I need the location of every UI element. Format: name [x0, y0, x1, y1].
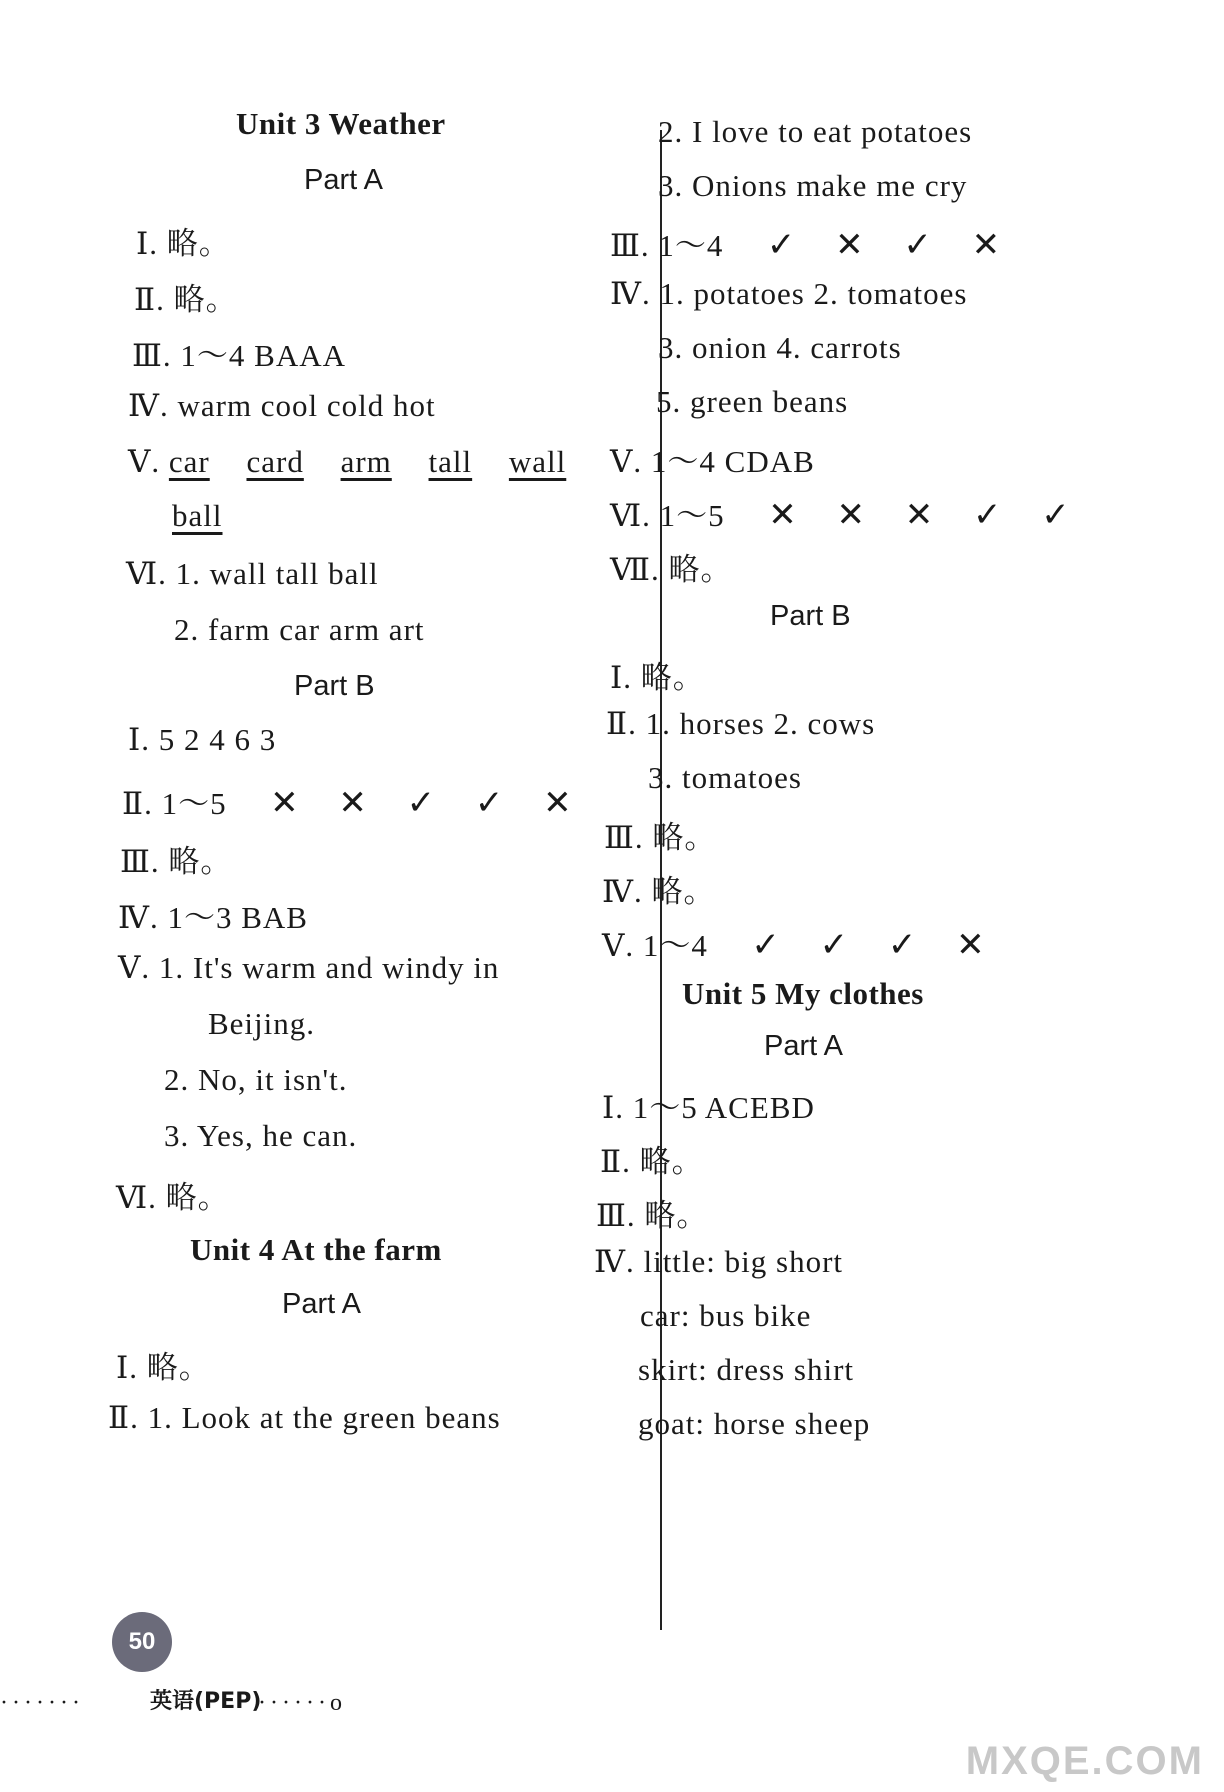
u3a-word: arm — [340, 444, 392, 479]
u4b-item-iii: Ⅲ. 略。 — [604, 820, 717, 855]
u4a-item-vi-number: Ⅵ. 1～5 — [610, 498, 725, 533]
u3a-item-iii: Ⅲ. 1～4 BAAA — [132, 338, 346, 373]
mark-icon: ✕ — [270, 783, 300, 823]
u4a-item-vii: Ⅶ. 略。 — [610, 552, 733, 587]
u4b-item-ii-1: Ⅱ. 1. horses 2. cows — [606, 706, 876, 741]
u3b-item-v-1-cont: Beijing. — [208, 1006, 316, 1041]
page-number-badge: 50 — [112, 1612, 172, 1672]
u3a-item-v-number: Ⅴ. — [128, 444, 161, 479]
u3a-item-vi-2: 2. farm car arm art — [174, 612, 425, 647]
u4a-item-ii-1: Ⅱ. 1. Look at the green beans — [108, 1400, 501, 1435]
watermark-logo: MXQE.COM — [965, 1739, 1204, 1783]
unit5-part-a-heading: Part A — [764, 1030, 843, 1062]
u3a-item-v — [128, 444, 566, 480]
u4a-item-v: Ⅴ. 1～4 CDAB — [610, 444, 815, 479]
mark-icon: ✕ — [836, 495, 866, 535]
u3b-item-v-2: 2. No, it isn't. — [164, 1062, 348, 1097]
mark-icon: ✕ — [338, 783, 368, 823]
footer-dots-right: ······o — [258, 1690, 346, 1716]
u5a-item-iii: Ⅲ. 略。 — [596, 1198, 709, 1233]
u3b-item-i: Ⅰ. 5 2 4 6 3 — [128, 722, 277, 757]
u4a-item-iii-number: Ⅲ. 1～4 — [610, 228, 724, 263]
u5a-item-iv-3: skirt: dress shirt — [638, 1352, 855, 1387]
unit4-title: Unit 4 At the farm — [190, 1232, 442, 1267]
u4a-item-ii-2: 2. I love to eat potatoes — [658, 114, 973, 149]
u3b-item-v-3: 3. Yes, he can. — [164, 1118, 358, 1153]
u3a-item-i: Ⅰ. 略。 — [136, 226, 231, 261]
u5a-item-ii: Ⅱ. 略。 — [600, 1144, 704, 1179]
mark-icon: ✓ — [1041, 495, 1071, 535]
mark-icon: ✓ — [406, 783, 437, 823]
mark-icon: ✓ — [766, 225, 797, 265]
u3b-item-vi: Ⅵ. 略。 — [116, 1180, 230, 1215]
u3a-item-ii: Ⅱ. 略。 — [134, 282, 238, 317]
mark-icon: ✕ — [835, 225, 865, 265]
footer-dots-left: ······· — [0, 1690, 84, 1716]
u4b-item-ii-2: 3. tomatoes — [648, 760, 802, 795]
u4a-item-vi — [610, 490, 1101, 535]
mark-icon: ✓ — [751, 925, 781, 965]
unit3-part-a-heading: Part A — [304, 164, 383, 196]
u3b-item-ii — [122, 778, 603, 823]
u4b-item-i: Ⅰ. 略。 — [610, 660, 705, 695]
unit3-part-b-heading: Part B — [294, 670, 375, 702]
u4a-item-iv-2: 3. onion 4. carrots — [658, 330, 902, 365]
u3a-item-vi-1: Ⅵ. 1. wall tall ball — [126, 556, 379, 591]
u4a-item-iii — [610, 220, 1031, 265]
u4b-item-v — [602, 920, 1016, 965]
u3a-word: tall — [428, 444, 473, 479]
u4b-item-iv: Ⅳ. 略。 — [602, 874, 716, 909]
u3a-word: car — [168, 444, 210, 479]
u5a-item-iv-4: goat: horse sheep — [638, 1406, 871, 1441]
u5a-item-iv-1: Ⅳ. little: big short — [594, 1244, 844, 1279]
unit3-title: Unit 3 Weather — [236, 106, 446, 141]
u4a-item-iv-3: 5. green beans — [656, 384, 849, 419]
u4a-item-ii-3: 3. Onions make me cry — [658, 168, 968, 203]
unit4-part-b-heading: Part B — [770, 600, 851, 632]
u3b-item-iv: Ⅳ. 1～3 BAB — [118, 900, 308, 935]
unit4-part-a-heading: Part A — [282, 1288, 361, 1320]
mark-icon: ✕ — [543, 783, 573, 823]
mark-icon: ✓ — [972, 495, 1003, 535]
u3a-word: wall — [508, 444, 567, 479]
unit5-title: Unit 5 My clothes — [682, 976, 924, 1011]
u3a-item-v-cont: ball — [172, 498, 223, 533]
u4a-item-iv-1: Ⅳ. 1. potatoes 2. tomatoes — [610, 276, 968, 311]
book-label: 英语(PEP) — [150, 1689, 262, 1714]
mark-icon: ✕ — [904, 495, 935, 535]
mark-icon: ✓ — [819, 925, 850, 965]
mark-icon: ✕ — [956, 925, 986, 965]
u3b-item-v-1: Ⅴ. 1. It's warm and windy in — [118, 950, 500, 985]
u3a-item-iv: Ⅳ. warm cool cold hot — [128, 388, 436, 423]
mark-icon: ✕ — [768, 495, 798, 535]
u3b-item-ii-number: Ⅱ. 1～5 — [122, 786, 227, 821]
mark-icon: ✓ — [903, 225, 933, 265]
u3b-item-iii: Ⅲ. 略。 — [120, 844, 233, 879]
mark-icon: ✓ — [474, 783, 505, 823]
u4a-item-i: Ⅰ. 略。 — [116, 1350, 211, 1385]
u5a-item-iv-2: car: bus bike — [640, 1298, 812, 1333]
u3a-word: card — [246, 444, 304, 479]
u4b-item-v-number: Ⅴ. 1～4 — [602, 928, 708, 963]
mark-icon: ✕ — [971, 225, 1002, 265]
mark-icon: ✓ — [887, 925, 918, 965]
u5a-item-i: Ⅰ. 1～5 ACEBD — [602, 1090, 815, 1125]
